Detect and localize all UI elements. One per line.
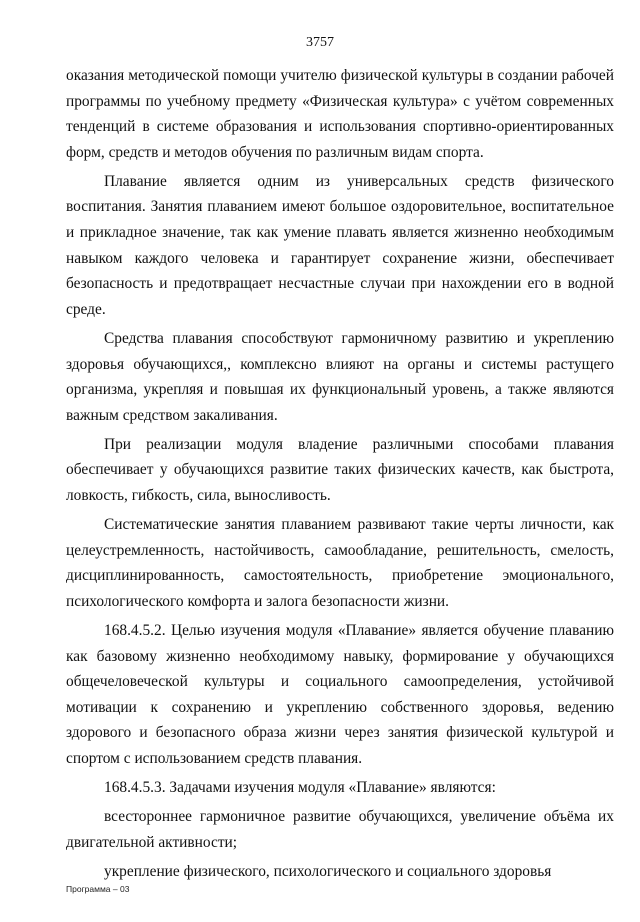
paragraph-personality-traits: Систематические занятия плаванием развивают такие черты личности, как целеустремленность, настойчивость, самообладание, решительность, смелость, дисциплинированность, самостоятельность, приобретение эмоционального, психологического комфорта и залога безопасности жизни. <box>66 516 614 610</box>
paragraph-swimming-means: Средства плавания способствуют гармоничному развитию и укреплению здоровья обучающихся,, комплексно влияют на органы и системы растущего организма, укрепляя и повышая их функциональный уровень, а также являются важным средством закаливания. <box>66 329 614 424</box>
paragraph-continuation: оказания методической помощи учителю физической культуры в создании рабочей программы по учебному предмету «Физическая культура» с учётом современных тенденций в системе образования и использования спортивно-ориентированных форм, средств и методов обучения по различным видам спорта. <box>66 67 614 161</box>
page-number: 3757 <box>306 35 334 50</box>
paragraph-module-qualities: При реализации модуля владение различными способами плавания обеспечивает у обучающихся развитие таких физических качеств, как быстрота, ловкость, гибкость, сила, выносливость. <box>66 435 614 504</box>
paragraph-swimming-intro: Плавание является одним из универсальных средств физического воспитания. Занятия плаванием имеют большое оздоровительное, воспитательное и прикладное значение, так как умение плавать является жизненно необходимым навыком каждого человека и гарантирует сохранение жизни, обеспечивает безопасность и предотвращает несчастные случаи при нахождении его в водной среде. <box>66 172 614 318</box>
document-body <box>66 63 614 884</box>
paragraph-task-development: всестороннее гармоничное развитие обучающихся, увеличение объёма их двигательной активности; <box>66 808 614 851</box>
page-footer: Программа – 03 <box>66 884 130 894</box>
paragraph-module-goal: 168.4.5.2. Целью изучения модуля «Плавание» является обучение плаванию как базовому жизненно необходимому навыку, формирование у обучающихся общечеловеческой культуры и социального самоопределения, устойчивой мотивации к сохранению и укреплению собственного здоровья, ведению здорового и безопасного образа жизни через занятия физической культурой и спортом с использованием средств плавания. <box>66 621 614 767</box>
paragraph-task-health: укрепление физического, психологического и социального здоровья <box>104 862 552 880</box>
paragraph-module-tasks-heading: 168.4.5.3. Задачами изучения модуля «Плавание» являются: <box>104 779 496 797</box>
